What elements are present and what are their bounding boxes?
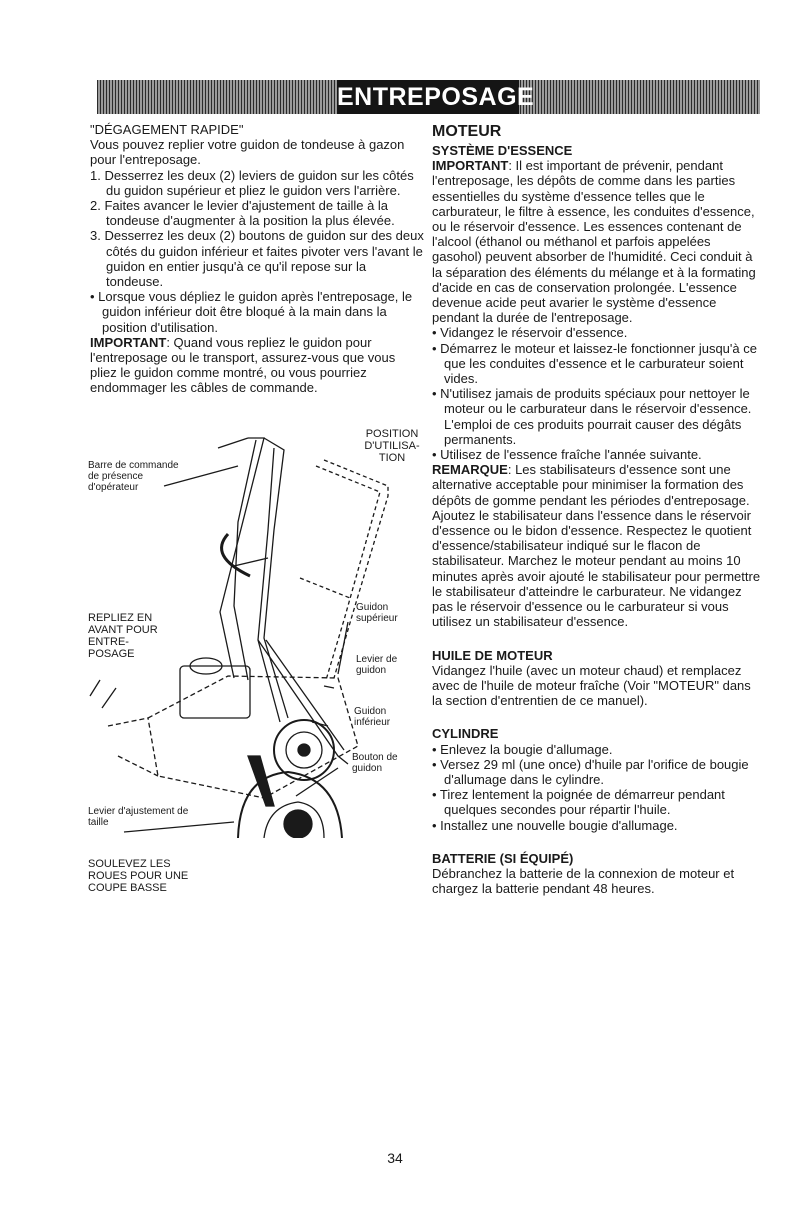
label-operator-bar: Barre de commande de présence d'opérateur [88, 460, 179, 493]
important-label: IMPORTANT [90, 334, 167, 350]
engine-oil-text: Vidangez l'huile (avec un moteur chaud) et remplacez avec de l'huile de moteur fraîche (Voir "MOTEUR" dans la section d'entrentien de ce manuel). [432, 662, 751, 709]
label-handle-knob: Bouton de guidon [352, 752, 398, 774]
fuel-system-heading: SYSTÈME D'ESSENCE [432, 143, 573, 158]
engine-heading: MOTEUR [432, 123, 502, 140]
fuel-important-label: IMPORTANT [432, 158, 509, 174]
label-height-lever: Levier d'ajustement de taille [88, 806, 189, 828]
fuel-bullet: • N'utilisez jamais de produits spéciaux pour nettoyer le moteur ou le carburateur dans le réservoir d'essence. L'emploi de ces produits pourrait causer des dégâts permanents. [432, 386, 752, 447]
unfold-bullet: • Lorsque vous dépliez le guidon après l'entreposage, le guidon inférieur doit être bloqué à la main dans la position d'utilisation. [90, 289, 413, 335]
mower-folding-illustration [88, 426, 428, 894]
cylinder-bullet: • Enlevez la bougie d'allumage. [432, 741, 613, 757]
step-1: 1. Desserrez les deux (2) leviers de guidon sur les côtés du guidon supérieur et pliez le guidon vers l'arrière. [90, 167, 414, 198]
remark-note [432, 462, 762, 629]
important-note [90, 335, 425, 396]
engine-oil-heading: HUILE DE MOTEUR [432, 647, 553, 663]
label-handle-lever: Levier de guidon [356, 654, 398, 676]
battery-heading: BATTERIE (SI ÉQUIPÉ) [432, 850, 574, 866]
cylinder-bullet: • Versez 29 ml (une once) d'huile par l'orifice de bougie d'allumage dans le cylindre. [432, 756, 749, 787]
title-banner [97, 80, 760, 114]
fuel-important-text: : Il est important de prévenir, pendant l'entreposage, les dépôts de comme dans les parties essentielles du système d'essence telles que le carburateur, le filtre à essence, les conduites d'essence, ou le réservoir d'essence. Les essences contenant de l'alcool (éthanol ou méthanol et parfois appelées gasohol) peuvent absorber de l'humidité. Ceci conduit à la séparation des éléments du mélange et à la formating d'acide en cas de conservation prolongée. L'essence devenue acide peut avarier le système d'essence pendant la durée de l'entreposage. [432, 158, 756, 326]
cylinder-bullet: • Tirez lentement la poignée de démarreur pendant quelques secondes pour répartir l'huile. [432, 787, 725, 818]
label-upper-handle: Guidon supérieur [356, 602, 398, 624]
step-2: 2. Faites avancer le levier d'ajustement de taille à la tondeuse d'augmenter à la position la plus élevée. [90, 198, 395, 229]
banner-title: ENTREPOSAGE [337, 80, 519, 114]
cylinder-bullet: • Installez une nouvelle bougie d'allumage. [432, 817, 678, 833]
label-operating-position: POSITION D'UTILISA- TION [364, 428, 420, 464]
label-lift-wheels: SOULEVEZ LES ROUES POUR UNE COUPE BASSE [88, 858, 189, 894]
battery-text: Débranchez la batterie de la connexion de moteur et chargez la batterie pendant 48 heures. [432, 865, 735, 897]
cylinder-heading: CYLINDRE [432, 726, 499, 742]
fuel-bullet: • Démarrez le moteur et laissez-le fonctionner jusqu'à ce que les conduites d'essence et le carburateur soient vides. [432, 340, 757, 387]
fuel-important-note [432, 158, 762, 325]
remark-text: : Les stabilisateurs d'essence sont une alternative acceptable pour minimiser la formation des dépôts de gomme pendant les périodes d'entreposage. Ajoutez le stabilisateur dans l'essence dans le réservoir d'essence ou le bidon d'essence. Respectez le quotient d'essence/stabilisateur indiqué sur le flacon de stabilisateur. Marchez le moteur pendant au moins 10 minutes après avoir ajouté le stabilisateur pour permettre le stabilisateur d'atteindre le carburateur. Ne vidangez pas le réservoir d'essence ou le carburateur si vous utilisez un stabilisateur d'essence. [432, 462, 761, 630]
page-number: 34 [387, 1150, 403, 1166]
left-column [90, 122, 425, 396]
quick-release-heading: "DÉGAGEMENT RAPIDE" [90, 122, 244, 137]
label-fold-forward: REPLIEZ EN AVANT POUR ENTRE- POSAGE [88, 612, 158, 660]
important-text: : Quand vous repliez le guidon pour l'entreposage ou le transport, assurez-vous que vous pliez le guidon comme montré, ou vous pourriez endommager les câbles de commande. [90, 334, 396, 396]
fuel-bullet: • Utilisez de l'essence fraîche l'année suivante. [432, 447, 702, 463]
intro-paragraph: Vous pouvez replier votre guidon de tondeuse à gazon pour l'entreposage. [90, 137, 405, 168]
right-column [432, 122, 762, 896]
step-3: 3. Desserrez les deux (2) boutons de guidon sur des deux côtés du guidon inférieur et faites pivoter vers l'avant le guidon en entier jusqu'à ce qu'il repose sur la tondeuse. [90, 228, 424, 290]
remark-label: REMARQUE [432, 462, 508, 478]
fuel-bullet: • Vidangez le réservoir d'essence. [432, 325, 628, 341]
label-lower-handle: Guidon inférieur [354, 706, 391, 728]
